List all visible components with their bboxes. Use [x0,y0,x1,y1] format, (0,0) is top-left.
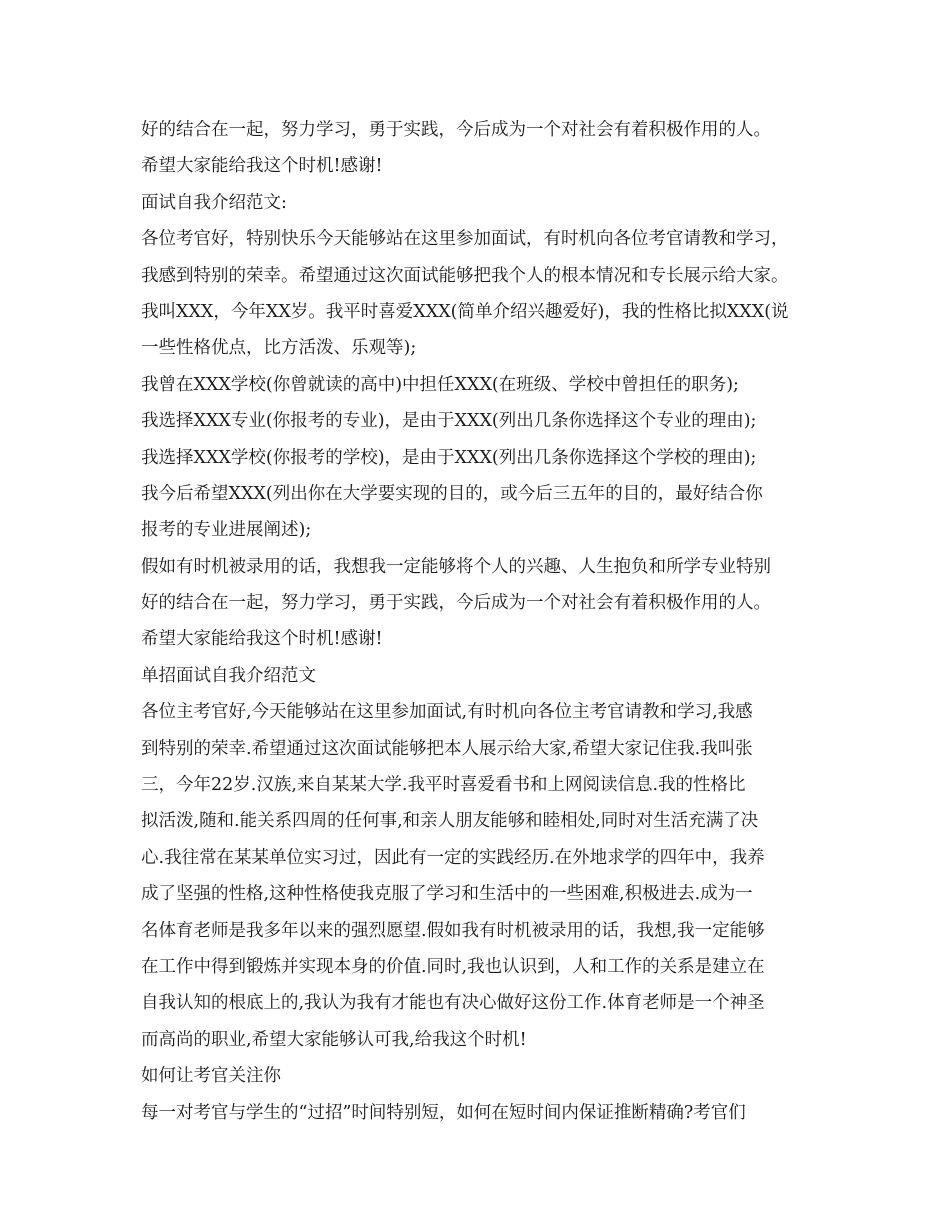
document-body [141,112,821,1131]
text-line: 好的结合在一起，努力学习，勇于实践，今后成为一个对社会有着积极作用的人。 [141,120,771,140]
text-line: 报考的专业进展阐述); [141,520,312,541]
text-line: 到特别的荣幸.希望通过这次面试能够把本人展示给大家,希望大家记住我.我叫张 [141,738,753,759]
text-line: 假如有时机被录用的话，我想我一定能够将个人的兴趣、人生抱负和所学专业特别 [141,556,771,577]
text-line: 我叫XXX，今年XX岁。我平时喜爱XXX(简单介绍兴趣爱好)，我的性格比拟XXX(说 [141,301,789,322]
text-line: 拟活泼,随和.能关系四周的任何事,和亲人朋友能够和睦相处,同时对生活充满了决 [141,811,759,832]
text-line: 名体育老师是我多年以来的强烈愿望.假如我有时机被录用的话，我想,我一定能够 [141,920,765,941]
text-line: 而高尚的职业,希望大家能够认可我,给我这个时机! [141,1029,527,1050]
text-line: 好的结合在一起，努力学习，勇于实践，今后成为一个对社会有着积极作用的人。 [141,593,771,614]
text-line: 成了坚强的性格,这种性格使我克服了学习和生活中的一些困难,积极进去.成为一 [141,884,753,905]
text-line: 各位主考官好,今天能够站在这里参加面试,有时机向各位主考官请教和学习,我感 [141,702,753,723]
text-line: 每一对考官与学生的“过招”时间特别短，如何在短时间内保证推断精确?考官们 [141,1102,746,1123]
text-line: 三，今年22岁.汉族,来自某某大学.我平时喜爱看书和上网阅读信息.我的性格比 [141,775,746,796]
text-line: 我今后希望XXX(列出你在大学要实现的目的，或今后三五年的目的，最好结合你 [141,483,763,504]
text-line: 心.我往常在某某单位实习过，因此有一定的实践经历.在外地求学的四年中，我养 [141,847,765,868]
text-line: 我选择XXX专业(你报考的专业)，是由于XXX(列出几条你选择这个专业的理由); [141,411,757,432]
text-line: 我感到特别的荣幸。希望通过这次面试能够把我个人的根本情况和专长展示给大家。 [141,265,789,286]
text-line: 自我认知的根底上的,我认为我有才能也有决心做好这份工作.体育老师是一个神圣 [141,993,765,1014]
text-line: 我曾在XXX学校(你曾就读的高中)中担任XXX(在班级、学校中曾担任的职务); [141,374,739,395]
section-heading: 如何让考官关注你 [141,1066,281,1087]
text-line: 各位考官好，特别快乐今天能够站在这里参加面试，有时机向各位考官请教和学习， [141,229,789,250]
section-heading: 单招面试自我介绍范文 [141,665,316,686]
text-line: 我选择XXX学校(你报考的学校)，是由于XXX(列出几条你选择这个学校的理由); [141,447,757,468]
section-heading: 面试自我介绍范文: [141,192,287,213]
text-line: 希望大家能给我这个时机!感谢! [141,156,383,177]
text-line: 希望大家能给我这个时机!感谢! [141,629,383,650]
text-line: 在工作中得到锻炼并实现本身的价值.同时,我也认识到，人和工作的关系是建立在 [141,956,765,977]
text-line: 一些性格优点，比方活泼、乐观等); [141,338,417,359]
